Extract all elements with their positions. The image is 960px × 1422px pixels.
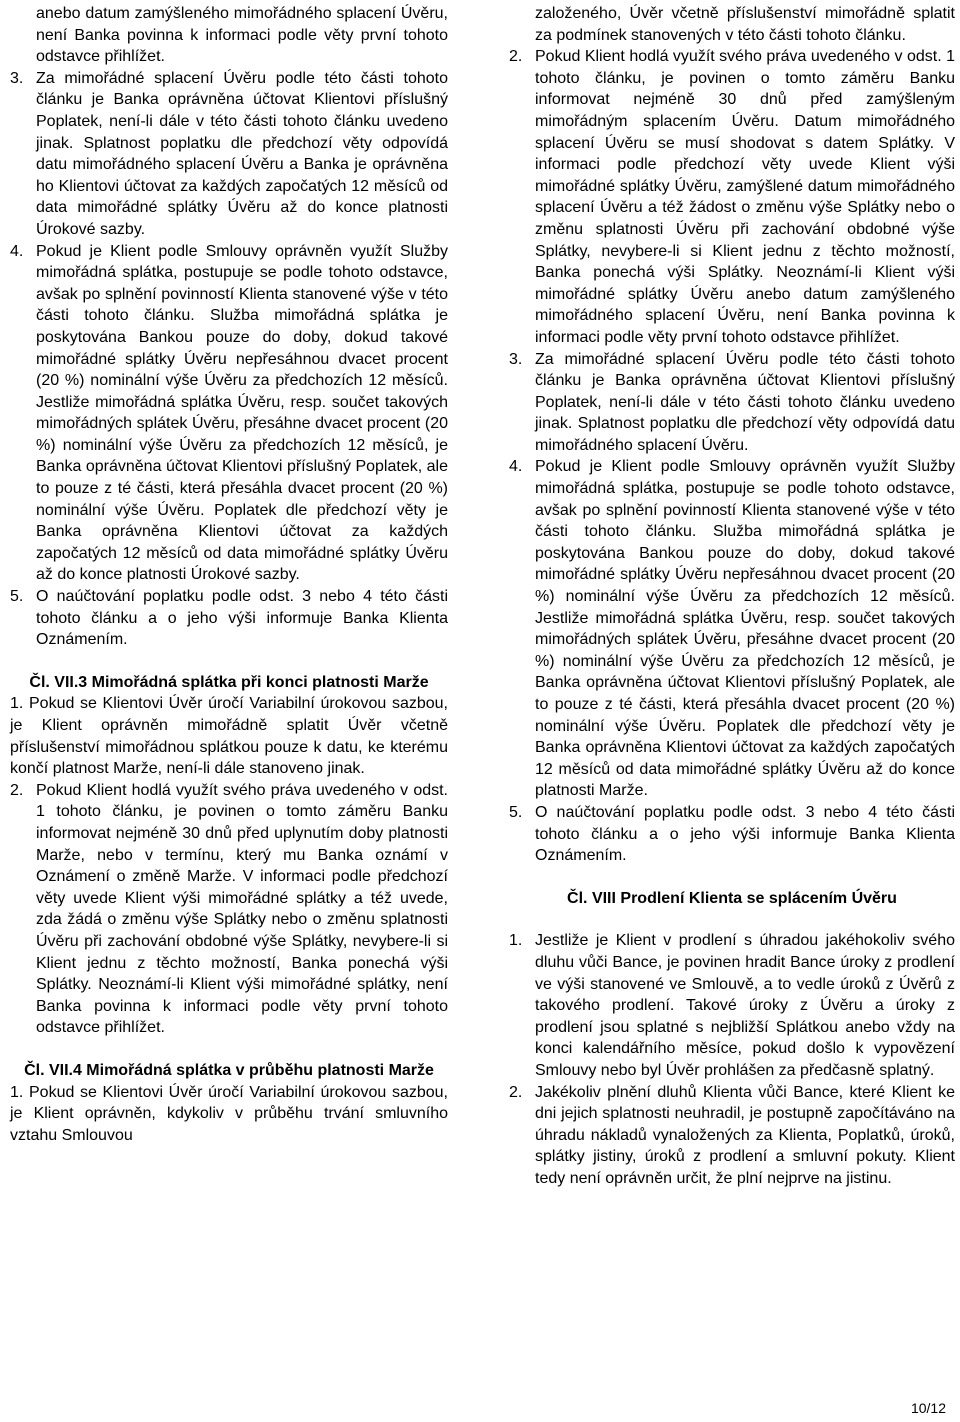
right-column (509, 3, 955, 1189)
section-heading-vii-4: Čl. VII.4 Mimořádná splátka v průběhu platnosti Marže (24, 1061, 434, 1079)
item-text: Pokud je Klient podle Smlouvy oprávněn využít Služby mimořádná splátka, postupuje se podle tohoto odstavce, avšak po splnění povinností Klienta stanovené výše v této části tohoto článku. Služba mimořádná splátka je poskytována Bankou pouze do doby, dokud takové mimořádné splátky Úvěru nepřesáhnou dvacet procent (20 %) nominální výše Úvěru za předchozích 12 měsíců. Jestliže mimořádná splátka Úvěru, resp. součet takových mimořádných splátek Úvěru, přesáhne dvacet procent (20 %) nominální výše Úvěru za předchozích 12 měsíců, je Banka oprávněna účtovat Klientovi příslušný Poplatek, ale to pouze z té části, která přesáhla dvacet procent (20 %) nominální výše Úvěru. Poplatek dle předchozí věty je Banka oprávněna Klientovi účtovat za každých započatých 12 měsíců od data mimořádné splátky Úvěru až do konce platnosti Úrokové sazby. (36, 242, 448, 584)
item-number: 5. (509, 803, 523, 821)
section-heading-viii: Čl. VIII Prodlení Klienta se splácením Úvěru (567, 889, 897, 907)
item-text: Pokud Klient hodlá využít svého práva uvedeného v odst. 1 tohoto článku, je povinen o tomto záměru Banku informovat nejméně 30 dnů před uplynutím doby platnosti Marže, nebo v termínu, který mu Banka oznámí v Oznámení o změně Marže. V informaci podle předchozí věty uvede Klient výši mimořádné splátky a též uvede, zda žádá o změnu výše Splátky nebo o změnu splatnosti Úvěru při zachování obdobné výše Splátky, nevybere-li si Klient jednu z těchto možností, Banka ponechá výši Splátky. Neoznámí-li Klient výši mimořádné splátky, není Banka povinna k informaci podle věty první tohoto odstavce přihlížet. (36, 781, 448, 1037)
item-text: Pokud se Klientovi Úvěr úročí Variabilní úrokovou sazbou, je Klient oprávněn, kdykoliv v průběhu trvání smluvního vztahu Smlouvou (10, 1083, 448, 1144)
right-item-2 (509, 46, 955, 348)
item-text: Pokud se Klientovi Úvěr úročí Variabilní úrokovou sazbou, je Klient oprávněn mimořádně splatit Úvěr včetně příslušenství mimořádnou splátkou pouze k datu, ke kterému končí platnost Marže, není-li dále stanoveno jinak. (10, 695, 448, 778)
left-item-4 (10, 241, 448, 587)
item-number: 3. (509, 350, 523, 368)
item-number: 3. (10, 69, 24, 87)
item-number: 5. (10, 588, 24, 606)
item-number: 4. (10, 242, 24, 260)
left-sec3-item-2 (10, 780, 448, 1039)
item-text: Pokud Klient hodlá využít svého práva uvedeného v odst. 1 tohoto článku, je povinen o tomto záměru Banku informovat nejméně 30 dnů před zamýšleným mimořádným splacením Úvěru. Datum mimořádného splacení Úvěru se musí shodovat s datem Splátky. V informaci podle předchozí věty uvede Klient výši mimořádné splátky Úvěru, zamýšlené datum mimořádného splacení Úvěru a též žádost o změnu výše Splátky nebo o změnu splatnosti Úvěru při zachování obdobné výše Splátky, nevybere-li si Klient jednu z těchto možností, Banka ponechá výši Splátky. Neoznámí-li Klient výši mimořádné splátky Úvěru anebo datum zamýšleného mimořádného splacení Úvěru, není Banka povinna k informaci podle věty první tohoto odstavce přihlížet. (535, 48, 955, 346)
right-item-5 (509, 802, 955, 867)
left-item-5 (10, 586, 448, 651)
item-text: Jakékoliv plnění dluhů Klienta vůči Bance, které Klient ke dni jejich splatnosti neuhradil, je postupně započítáváno na úhradu nákladů vynaložených za Klienta, Poplatků, úroků, splátky jistiny, úroků z prodlení a smluvní pokuty. Klient tedy není oprávněn určit, že plní nejprve na jistinu. (535, 1083, 955, 1187)
page-number: 10/12 (910, 1400, 946, 1417)
right-item-4 (509, 456, 955, 802)
item-number: 2. (509, 1083, 523, 1101)
left-sec3-item-1 (10, 693, 448, 779)
right-viii-item-2 (509, 1082, 955, 1190)
left-continuation-paragraph: anebo datum zamýšleného mimořádného splacení Úvěru, není Banka povinna k informaci podle věty první tohoto odstavce přihlížet. (36, 5, 448, 66)
left-column (10, 3, 448, 1146)
item-number: 1. (10, 695, 24, 713)
item-number: 2. (509, 48, 523, 66)
item-number: 1. (10, 1083, 24, 1101)
item-text: O naúčtování poplatku podle odst. 3 nebo 4 této části tohoto článku a o jeho výši informuje Banka Klienta Oznámením. (36, 588, 448, 649)
item-text: Jestliže je Klient v prodlení s úhradou jakéhokoliv svého dluhu vůči Bance, je povinen hradit Bance úroky z prodlení ve výši stanovené ve Smlouvě, a to vedle úroků z Úvěrů z takového prodlení. Takové úroky z Úvěru a úroky z prodlení jsou splatné s nejbližší Splátkou anebo vždy na konci kalendářního měsíce, pokud došlo k vypovězení Smlouvy nebo byl Úvěr prohlášen za předčasně splatný. (535, 932, 955, 1079)
left-sec4-item-1 (10, 1082, 448, 1147)
item-text: Za mimořádné splacení Úvěru podle této části tohoto článku je Banka oprávněna účtovat Klientovi příslušný Poplatek, není-li dále v této části tohoto článku uvedeno jinak. Splatnost poplatku dle předchozí věty odpovídá datu mimořádného splacení Úvěru a Banka je oprávněna ho Klientovi účtovat za každých započatých 12 měsíců od data mimořádné splátky Úvěru až do konce platnosti Úrokové sazby. (36, 69, 448, 238)
right-continuation-paragraph: založeného, Úvěr včetně příslušenství mimořádně splatit za podmínek stanovených v této části tohoto článku. (535, 5, 955, 44)
right-viii-item-1 (509, 930, 955, 1081)
section-heading-vii-3: Čl. VII.3 Mimořádná splátka při konci platnosti Marže (29, 673, 429, 691)
item-number: 4. (509, 458, 523, 476)
item-text: Za mimořádné splacení Úvěru podle této části tohoto článku je Banka oprávněna účtovat Klientovi příslušný Poplatek, není-li dále v této části tohoto článku uvedeno jinak. Splatnost poplatku dle předchozí věty odpovídá datu mimořádného splacení Úvěru. (535, 350, 955, 454)
item-number: 1. (509, 932, 523, 950)
item-number: 2. (10, 781, 24, 799)
left-item-3 (10, 68, 448, 241)
item-text: O naúčtování poplatku podle odst. 3 nebo 4 této části tohoto článku a o jeho výši informuje Banka Klienta Oznámením. (535, 803, 955, 865)
right-item-3 (509, 349, 955, 457)
item-text: Pokud je Klient podle Smlouvy oprávněn využít Služby mimořádná splátka, postupuje se podle tohoto odstavce, avšak po splnění povinností Klienta stanovené výše v této části tohoto článku. Služba mimořádná splátka je poskytována Bankou pouze do doby, dokud takové mimořádné splátky Úvěru nepřesáhnou dvacet procent (20 %) nominální výše Úvěru za předchozích 12 měsíců. Jestliže mimořádná splátka Úvěru, resp. součet takových mimořádných splátek Úvěru, přesáhne dvacet procent (20 %) nominální výše Úvěru za předchozích 12 měsíců, je Banka oprávněna účtovat Klientovi příslušný Poplatek, ale to pouze z té části, která přesáhla dvacet procent (20 %) nominální výše Úvěru. Poplatek dle předchozí věty je Banka oprávněna Klientovi účtovat za každých započatých 12 měsíců od data mimořádné splátky Úvěru až do konce platnosti Marže. (535, 458, 955, 800)
